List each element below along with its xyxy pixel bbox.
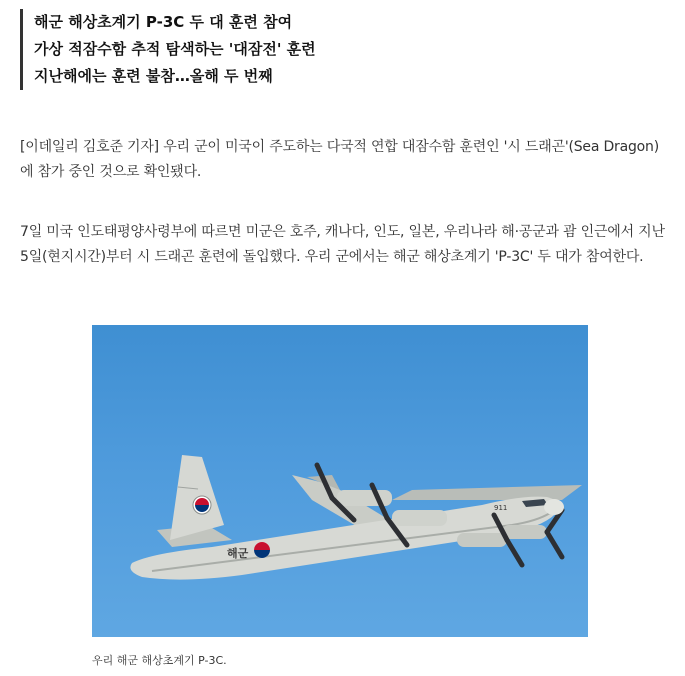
article-paragraph-1: [이데일리 김호준 기자] 우리 군이 미국이 주도하는 다국적 연합 대잠수함 훈련인 '시 드래곤'(Sea Dragon)에 참가 중인 것으로 확인됐다. (20, 139, 659, 180)
article-photo-p3c (92, 325, 588, 637)
p3c-aircraft-illustration (92, 325, 588, 637)
article-paragraph-2: 7일 미국 인도태평양사령부에 따르면 미군은 호주, 캐나다, 인도, 일본, 우리나라 해·공군과 괌 인근에서 지난 5일(현지시간)부터 시 드래곤 훈련에 돌입했다. 우리 군에서는 해군 해상초계기 'P-3C' 두 대가 참여한다. (20, 224, 665, 265)
subtitle-line-2: 가상 적잠수함 추적 탐색하는 '대잠전' 훈련 (34, 40, 316, 58)
fuselage-text: 해군 (227, 547, 249, 560)
subtitle-line-3: 지난해에는 훈련 불참…올해 두 번째 (34, 67, 273, 85)
nose-number: 911 (494, 504, 508, 512)
subtitle-line-1: 해군 해상초계기 P-3C 두 대 훈련 참여 (34, 13, 293, 31)
article-subtitle-block (20, 9, 674, 90)
photo-caption: 우리 해군 해상초계기 P-3C. (92, 654, 227, 667)
